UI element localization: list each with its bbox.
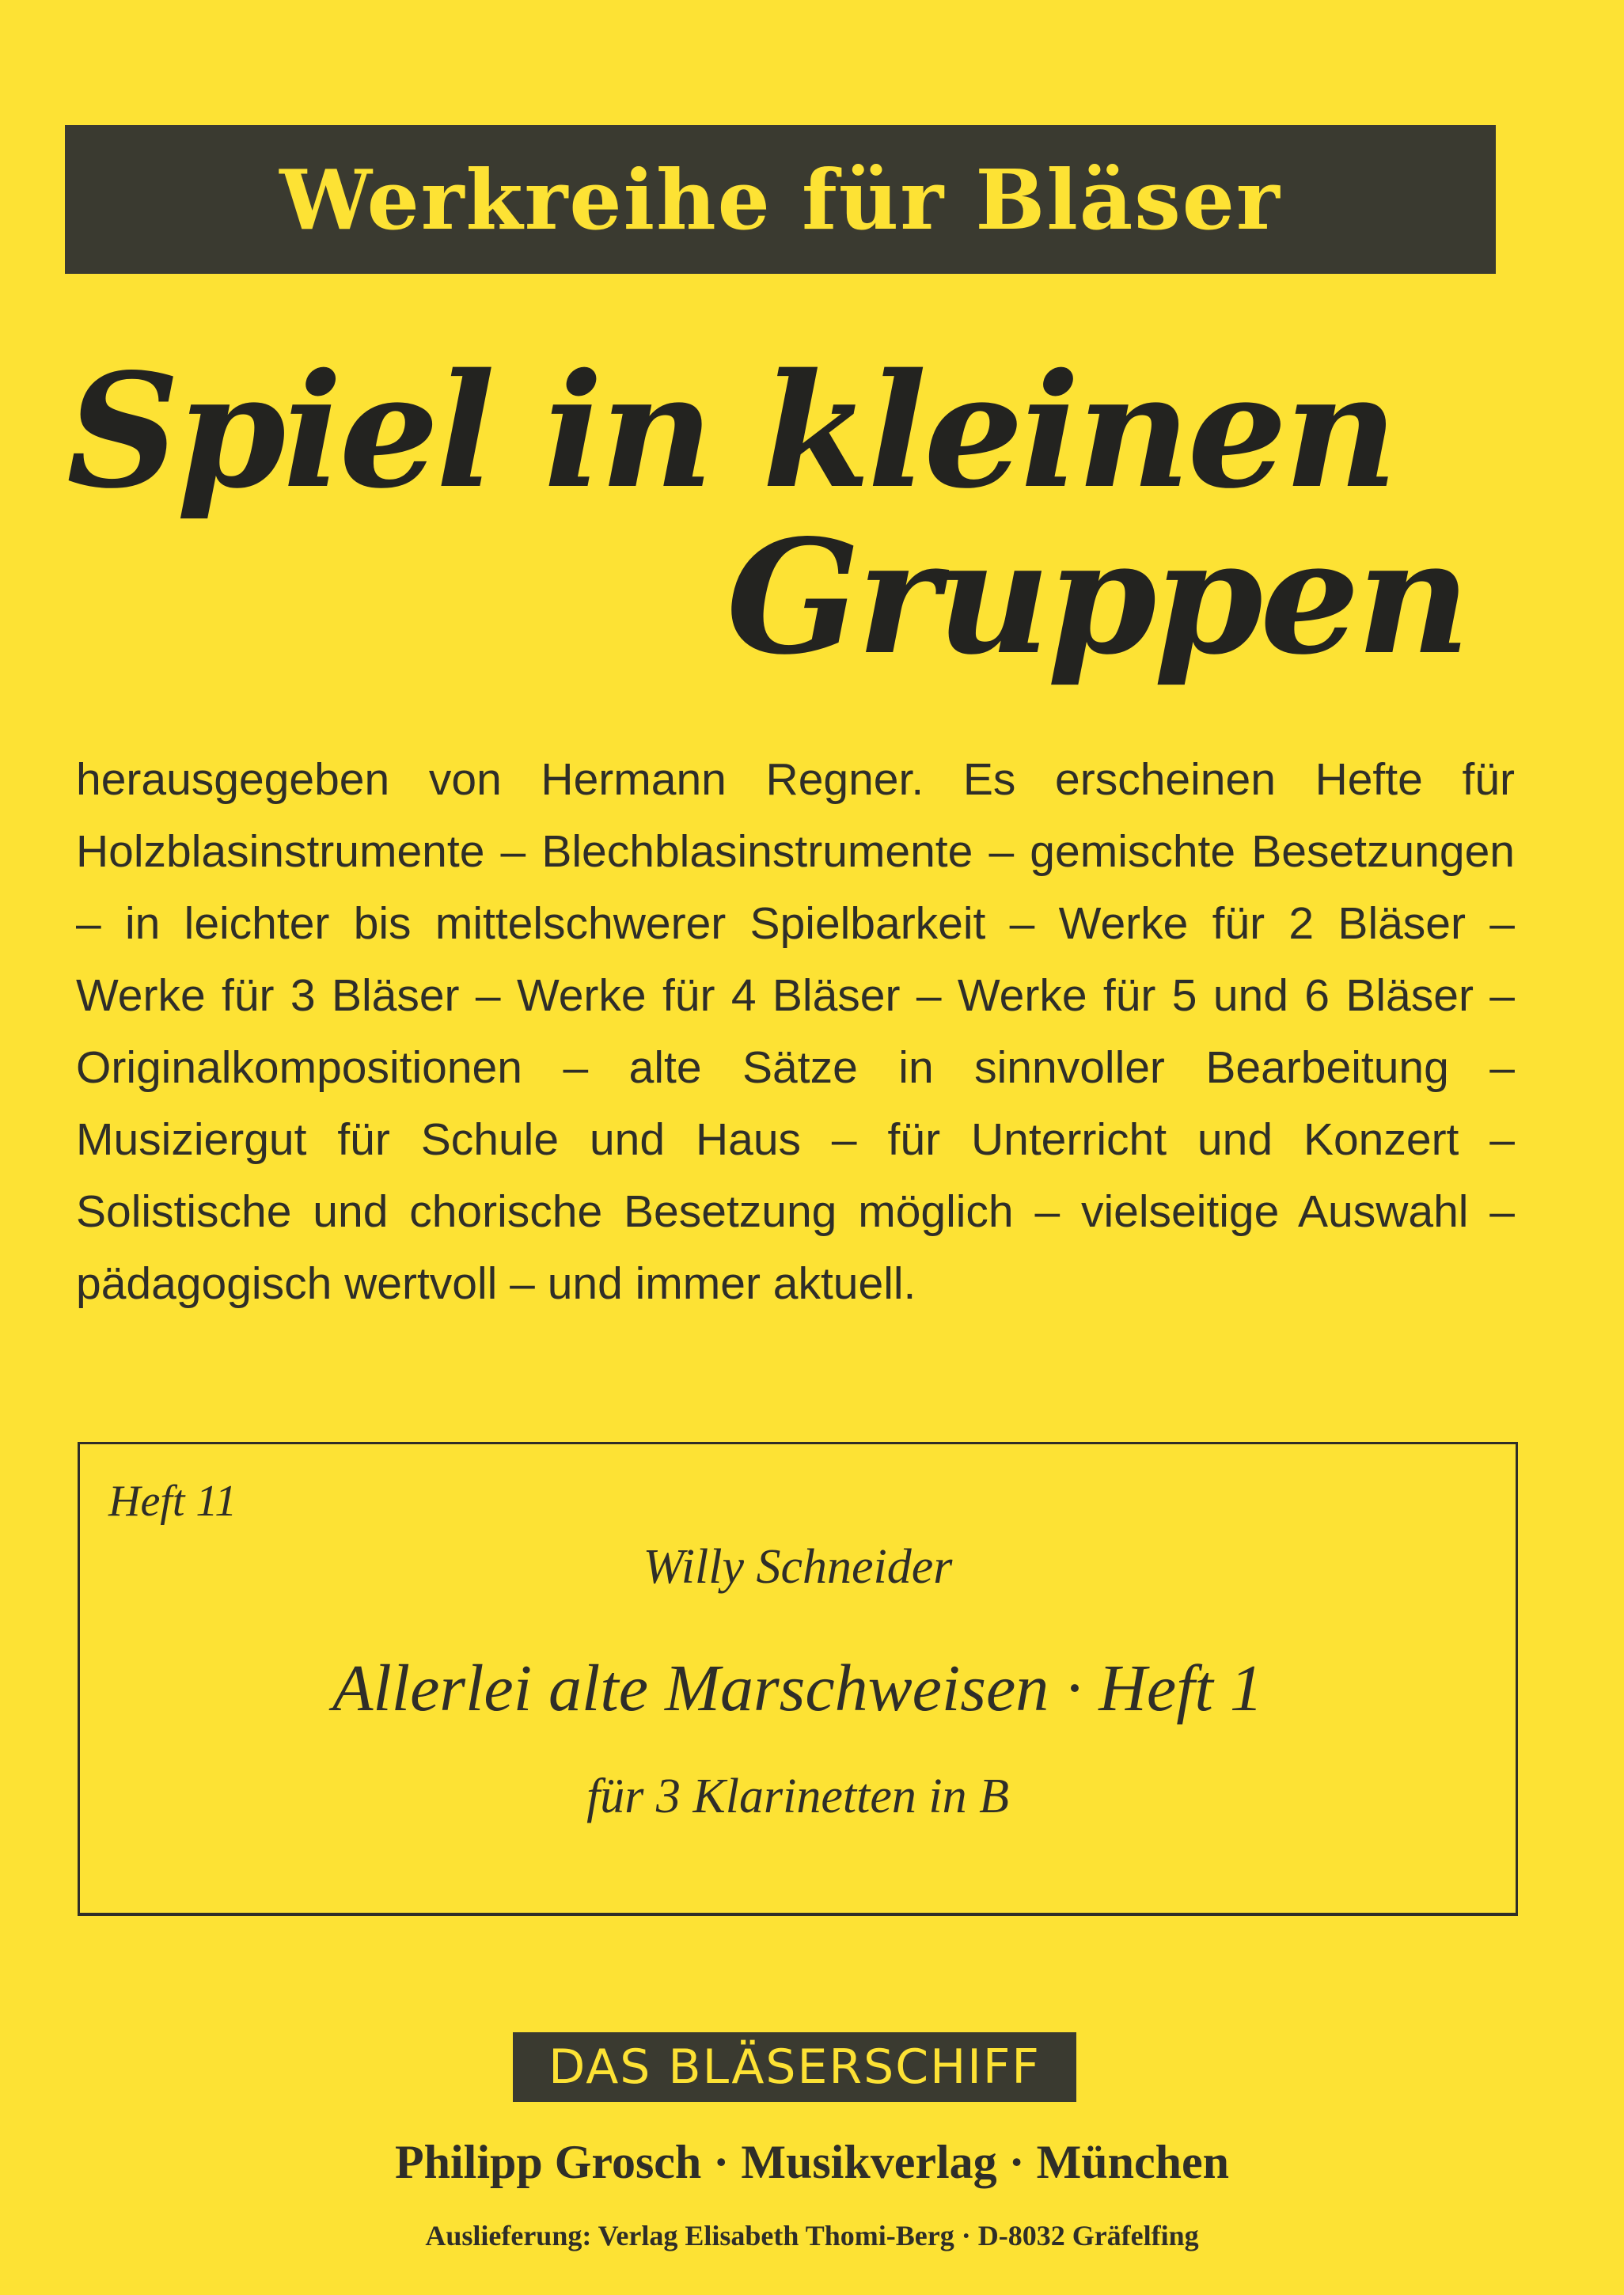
main-title [66,339,1475,689]
series-banner [65,125,1496,274]
work-title: Allerlei alte Marschweisen · Heft 1 [332,1652,1263,1725]
instrumentation: für 3 Klarinetten in B [586,1770,1009,1823]
brand-name: DAS BLÄSERSCHIFF [548,2039,1041,2095]
issue-number: Heft 11 [108,1477,237,1526]
publisher-line: Philipp Grosch · Musikverlag · München [394,2136,1230,2188]
series-description: herausgegeben von Hermann Regner. Es erscheinen Hefte für Holzblasinstrumente – Blechblasinstrumente – gemischte Besetzungen – in leichter bis mittelschwerer Spielbarkeit – Werke für 2 Bläser – Werke für 3 Bläser – Werke für 4 Bläser – Werke für 5 und 6 Bläser – Originalkompositionen – alte Sätze in sinnvoller Bearbeitung – Musiziergut für Schule und Haus – für Unterricht und Konzert – Solistische und chorische Besetzung möglich – vielseitige Auswahl – pädagogisch wertvoll – und immer aktuell. [76,754,1515,1309]
issue-box [78,1442,1518,1916]
main-title-line-2: Gruppen [726,505,1467,689]
distribution-line: Auslieferung: Verlag Elisabeth Thomi-Berg · D-8032 Gräfelfing [425,2220,1199,2251]
brand-label [513,2032,1076,2102]
main-title-line-1: Spiel in kleinen [66,339,1395,523]
series-title: Werkreihe für Bläser [279,150,1281,248]
composer-name: Willy Schneider [643,1540,953,1594]
